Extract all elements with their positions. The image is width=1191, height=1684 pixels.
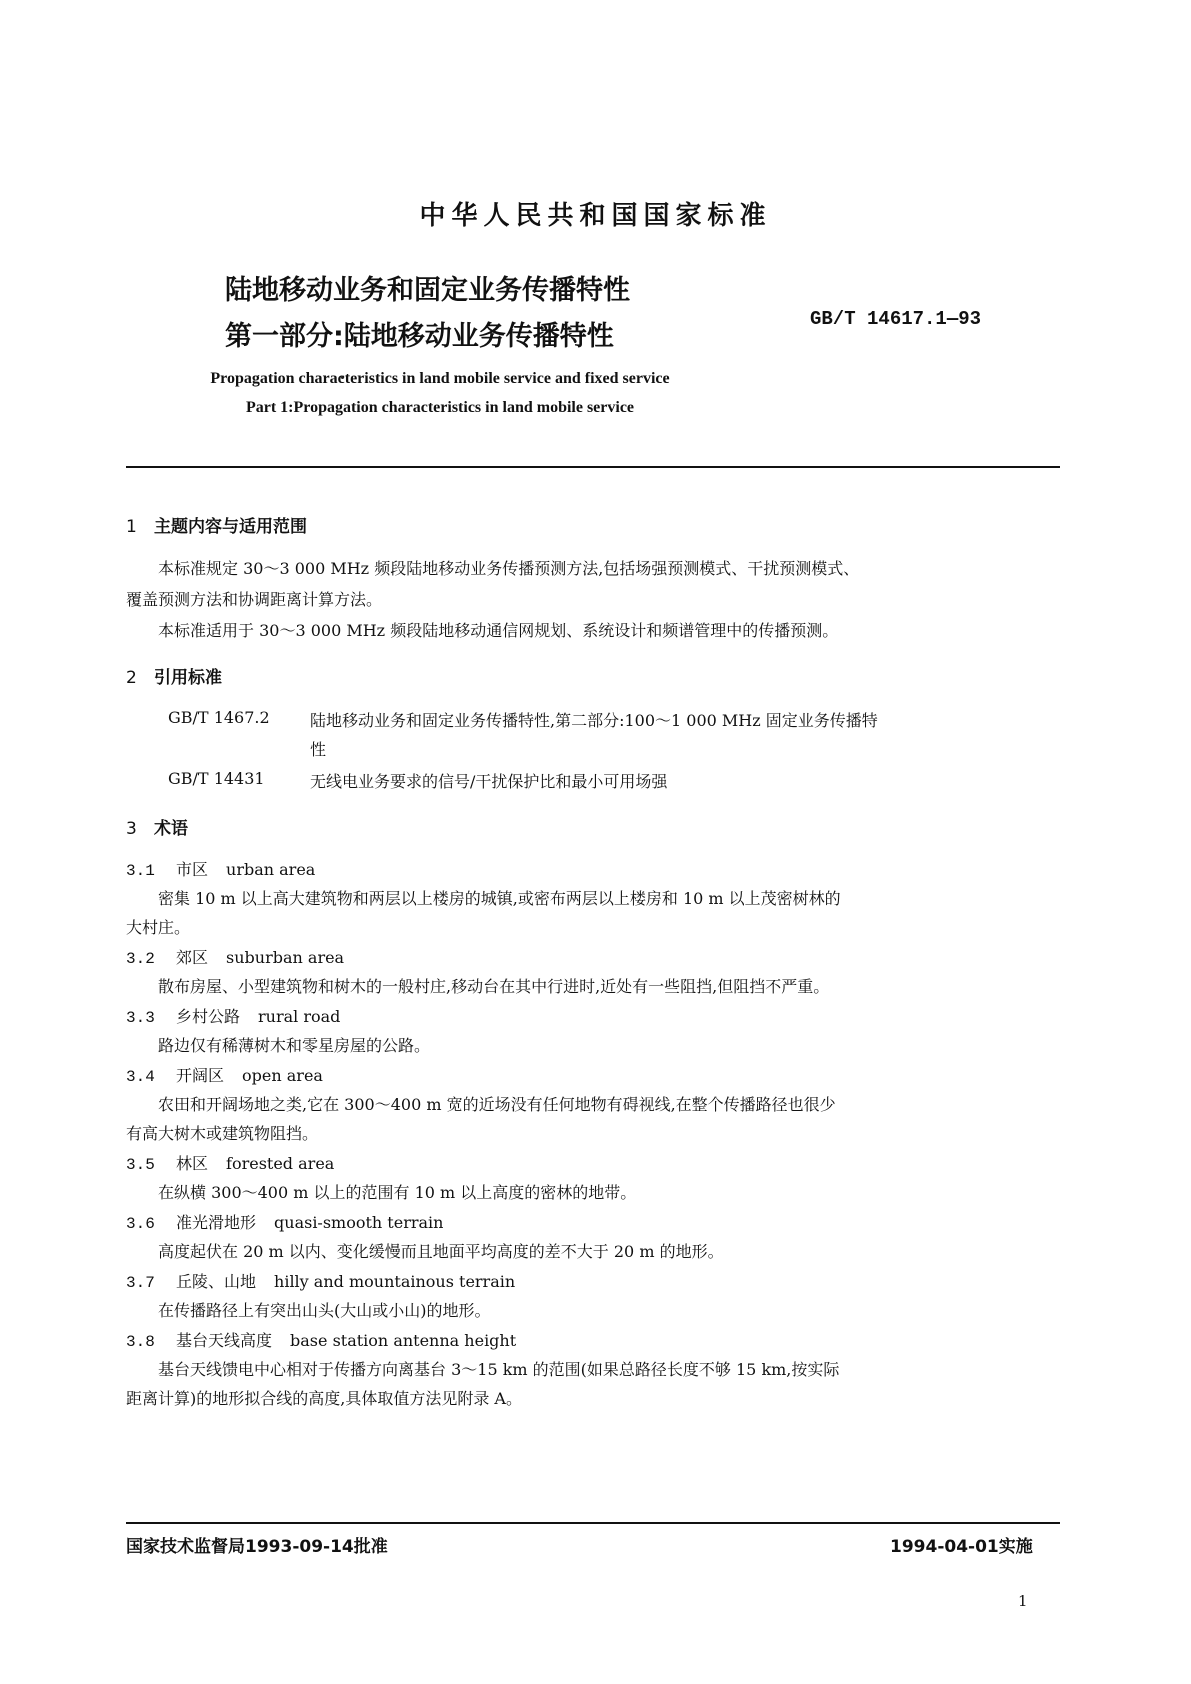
term-3-4-def-line-2: 有高大树木或建筑物阻挡。	[126, 1124, 319, 1143]
header-divider	[126, 466, 1060, 468]
section-2-heading	[126, 663, 222, 688]
section-1-para-1-line-2: 覆盖预测方法和协调距离计算方法。	[126, 590, 383, 609]
term-en: hilly and mountainous terrain	[274, 1272, 516, 1291]
section-3-number: 3	[126, 819, 137, 839]
term-3-8-def-line-1: 基台天线馈电中心相对于传播方向离基台 3～15 km 的范围(如果总路径长度不够 15 km,按实际	[158, 1360, 840, 1379]
term-3-3-def-line-1: 路边仅有稀薄树木和零星房屋的公路。	[158, 1036, 431, 1055]
title-line-1: 陆地移动业务和固定业务传播特性	[225, 275, 630, 306]
term-3-6-def-line-1: 高度起伏在 20 m 以内、变化缓慢而且地面平均高度的差不大于 20 m 的地形。	[158, 1242, 724, 1261]
reference-text-2: 无线电业务要求的信号/干扰保护比和最小可用场强	[310, 772, 668, 791]
term-number: 3.1	[126, 862, 155, 880]
section-1-heading	[126, 512, 307, 537]
term-en: base station antenna height	[290, 1331, 517, 1350]
section-3-title: 术语	[154, 819, 188, 839]
term-3-5-def-line-1: 在纵横 300～400 m 以上的范围有 10 m 以上高度的密林的地带。	[158, 1183, 637, 1202]
term-3-8	[126, 1328, 516, 1351]
term-cn: 准光滑地形	[176, 1213, 257, 1232]
section-1-title: 主题内容与适用范围	[154, 517, 307, 537]
national-standard-heading: 中华人民共和国国家标准	[419, 201, 772, 231]
term-cn: 基台天线高度	[176, 1331, 273, 1350]
term-cn: 丘陵、山地	[176, 1272, 257, 1291]
english-title-line-2: Part 1:Propagation characteristics in land mobile service	[245, 399, 635, 416]
term-cn: 郊区	[176, 948, 209, 967]
footer-divider	[126, 1522, 1060, 1524]
term-en: quasi-smooth terrain	[274, 1213, 444, 1232]
term-number: 3.6	[126, 1215, 155, 1233]
term-3-1-def-line-1: 密集 10 m 以上高大建筑物和两层以上楼房的城镇,或密布两层以上楼房和 10 m 以上茂密树林的	[158, 889, 841, 908]
term-en: suburban area	[226, 948, 345, 967]
term-3-2-def-line-1: 散布房屋、小型建筑物和树木的一般村庄,移动台在其中行进时,近处有一些阻挡,但阻挡不严重。	[158, 977, 830, 996]
term-cn: 市区	[176, 860, 209, 879]
term-en: rural road	[258, 1007, 341, 1026]
page-number: 1	[1018, 1592, 1028, 1610]
approval-date: 国家技术监督局1993-09-14批准	[126, 1537, 388, 1557]
reference-code-2: GB/T 14431	[168, 769, 265, 788]
standard-number: GB/T 14617.1—93	[810, 308, 982, 330]
section-1-para-2: 本标准适用于 30～3 000 MHz 频段陆地移动通信网规划、系统设计和频谱管理中的传播预测。	[158, 621, 839, 640]
term-number: 3.8	[126, 1333, 155, 1351]
section-3-heading	[126, 814, 188, 839]
term-3-5	[126, 1151, 334, 1174]
section-2-title: 引用标准	[154, 668, 222, 688]
term-number: 3.4	[126, 1068, 155, 1086]
reference-code-1: GB/T 1467.2	[168, 708, 270, 727]
term-number: 3.5	[126, 1156, 155, 1174]
term-3-2	[126, 945, 344, 968]
section-2-number: 2	[126, 668, 137, 688]
term-en: open area	[242, 1066, 323, 1085]
term-3-3	[126, 1004, 340, 1027]
term-3-7-def-line-1: 在传播路径上有突出山头(大山或小山)的地形。	[158, 1301, 491, 1320]
term-3-7	[126, 1269, 515, 1292]
term-3-1-def-line-2: 大村庄。	[126, 918, 191, 937]
section-1-number: 1	[126, 517, 137, 537]
term-en: forested area	[226, 1154, 335, 1173]
reference-text-1-line-2: 性	[310, 740, 327, 759]
term-cn: 林区	[176, 1154, 209, 1173]
reference-text-1-line-1: 陆地移动业务和固定业务传播特性,第二部分:100～1 000 MHz 固定业务传播特	[310, 711, 878, 730]
section-1-para-1-line-1: 本标准规定 30～3 000 MHz 频段陆地移动业务传播预测方法,包括场强预测模式、干扰预测模式、	[158, 559, 860, 578]
term-cn: 开阔区	[176, 1066, 225, 1085]
term-3-4-def-line-1: 农田和开阔场地之类,它在 300～400 m 宽的近场没有任何地物有碍视线,在整个传播路径也很少	[158, 1095, 836, 1114]
term-3-4	[126, 1063, 323, 1086]
term-number: 3.3	[126, 1009, 155, 1027]
term-3-8-def-line-2: 距离计算)的地形拟合线的高度,具体取值方法见附录 A。	[126, 1389, 522, 1408]
title-line-2: 第一部分:陆地移动业务传播特性	[225, 321, 614, 352]
term-3-1	[126, 857, 315, 880]
term-3-6	[126, 1210, 443, 1233]
term-en: urban area	[226, 860, 316, 879]
term-number: 3.2	[126, 950, 155, 968]
term-cn: 乡村公路	[176, 1007, 241, 1026]
implementation-date: 1994-04-01实施	[890, 1537, 1033, 1557]
english-title-line-1: Propagation characteristics in land mobile service and fixed service	[210, 370, 670, 387]
term-number: 3.7	[126, 1274, 155, 1292]
